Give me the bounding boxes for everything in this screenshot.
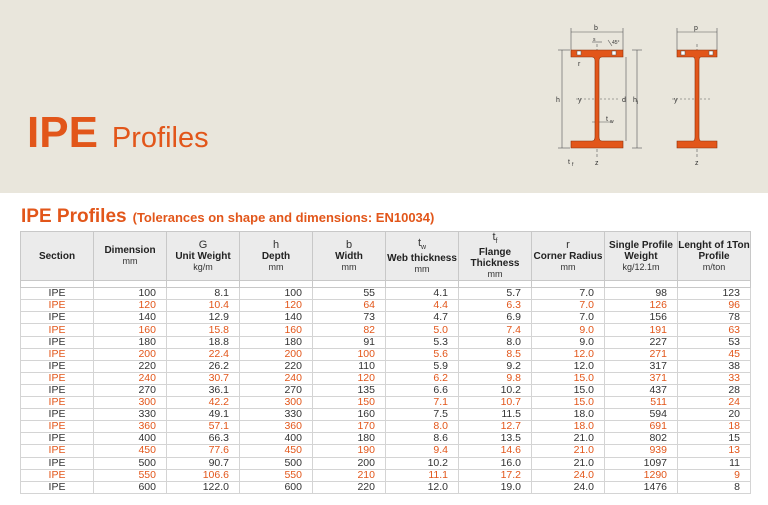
table-row (21, 481, 751, 493)
table-cell: 500 (94, 457, 167, 469)
table-cell: 150 (313, 397, 386, 409)
table-cell: 6.3 (459, 300, 532, 312)
table-cell: IPE (21, 397, 94, 409)
table-row (21, 312, 751, 324)
table-cell: 10.7 (459, 397, 532, 409)
table-cell: 49.1 (167, 409, 240, 421)
table-cell: 100 (94, 288, 167, 300)
table-cell: 12.0 (532, 348, 605, 360)
table-cell: 110 (313, 360, 386, 372)
svg-text:t: t (606, 116, 608, 123)
table-cell: 8.0 (386, 421, 459, 433)
table-cell: 6.2 (386, 372, 459, 384)
table-cell: IPE (21, 348, 94, 360)
table-cell: 450 (240, 445, 313, 457)
table-cell: 100 (313, 348, 386, 360)
table-cell: 939 (605, 445, 678, 457)
table-cell: 18.8 (167, 336, 240, 348)
table-cell: 160 (240, 324, 313, 336)
svg-text:f: f (572, 162, 574, 168)
table-cell: 600 (240, 481, 313, 493)
table-cell: 140 (240, 312, 313, 324)
table-row (21, 360, 751, 372)
table-row (21, 445, 751, 457)
table-cell: 135 (313, 384, 386, 396)
table-cell: 5.7 (459, 288, 532, 300)
table-cell: 120 (240, 300, 313, 312)
svg-text:t: t (568, 159, 570, 166)
table-cell: 7.0 (532, 288, 605, 300)
table-cell: 22.4 (167, 348, 240, 360)
table-cell: 170 (313, 421, 386, 433)
table-cell: 360 (94, 421, 167, 433)
ipe-profile-diagram (548, 22, 753, 177)
table-cell: 91 (313, 336, 386, 348)
table-cell: 1476 (605, 481, 678, 493)
table-cell: 15.8 (167, 324, 240, 336)
table-cell: 120 (313, 372, 386, 384)
table-cell: 371 (605, 372, 678, 384)
table-cell: 156 (605, 312, 678, 324)
table-cell: 13 (678, 445, 751, 457)
header-flange-thickness: $t_f$ Flange Thickness mm (459, 232, 532, 281)
table-cell: 330 (240, 409, 313, 421)
table-cell: 550 (240, 469, 313, 481)
table-cell: 9.2 (459, 360, 532, 372)
table-cell: 78 (678, 312, 751, 324)
table-cell: 18.0 (532, 409, 605, 421)
table-cell: 9.8 (459, 372, 532, 384)
table-cell: 12.9 (167, 312, 240, 324)
table-cell: 9.4 (386, 445, 459, 457)
banner-title-bold: IPE (27, 108, 98, 157)
table-cell: 330 (94, 409, 167, 421)
table-cell: 15 (678, 433, 751, 445)
table-cell: 120 (94, 300, 167, 312)
table-cell: 140 (94, 312, 167, 324)
table-cell: 220 (94, 360, 167, 372)
header-spacer-row (21, 281, 751, 288)
table-cell: 36.1 (167, 384, 240, 396)
table-cell: 77.6 (167, 445, 240, 457)
svg-text:45°: 45° (612, 40, 620, 46)
table-cell: 21.0 (532, 445, 605, 457)
table-row (21, 372, 751, 384)
header-banner (0, 0, 768, 193)
table-row (21, 469, 751, 481)
table-cell: 9.0 (532, 324, 605, 336)
table-cell: 24 (678, 397, 751, 409)
table-cell: 7.5 (386, 409, 459, 421)
table-cell: 7.4 (459, 324, 532, 336)
table-cell: 53 (678, 336, 751, 348)
table-cell: 191 (605, 324, 678, 336)
tolerance-note: (Tolerances on shape and dimensions: EN10034) (132, 210, 435, 225)
table-row (21, 324, 751, 336)
table-cell: IPE (21, 469, 94, 481)
table-cell: 12.7 (459, 421, 532, 433)
table-cell: 8.5 (459, 348, 532, 360)
banner-title-light: Profiles (111, 122, 209, 154)
table-cell: 123 (678, 288, 751, 300)
banner-title (27, 108, 209, 158)
table-cell: 63 (678, 324, 751, 336)
table-cell: 30.7 (167, 372, 240, 384)
table-cell: 220 (313, 481, 386, 493)
table-cell: IPE (21, 457, 94, 469)
table-cell: 271 (605, 348, 678, 360)
table-cell: 550 (94, 469, 167, 481)
table-cell: 13.5 (459, 433, 532, 445)
table-cell: IPE (21, 300, 94, 312)
table-cell: IPE (21, 360, 94, 372)
table-cell: 270 (94, 384, 167, 396)
table-row (21, 288, 751, 300)
table-row (21, 384, 751, 396)
section-heading (21, 206, 434, 228)
table-cell: 64 (313, 300, 386, 312)
table-cell: 12.0 (532, 360, 605, 372)
table-cell: 4.7 (386, 312, 459, 324)
table-cell: 10.4 (167, 300, 240, 312)
table-cell: 240 (240, 372, 313, 384)
table-cell: 360 (240, 421, 313, 433)
svg-text:i: i (637, 100, 639, 106)
table-cell: 9 (678, 469, 751, 481)
table-cell: IPE (21, 336, 94, 348)
table-row (21, 421, 751, 433)
table-cell: 9.0 (532, 336, 605, 348)
svg-text:y: y (578, 97, 582, 104)
table-cell: 38 (678, 360, 751, 372)
table-cell: IPE (21, 384, 94, 396)
table-cell: IPE (21, 288, 94, 300)
table-cell: IPE (21, 409, 94, 421)
table-row (21, 336, 751, 348)
svg-text:h: h (633, 97, 637, 104)
table-cell: 270 (240, 384, 313, 396)
table-cell: 450 (94, 445, 167, 457)
table-cell: 5.0 (386, 324, 459, 336)
table-cell: IPE (21, 324, 94, 336)
table-cell: 200 (240, 348, 313, 360)
table-row (21, 457, 751, 469)
table-cell: IPE (21, 372, 94, 384)
table-cell: 600 (94, 481, 167, 493)
table-cell: 8.1 (167, 288, 240, 300)
table-cell: 180 (94, 336, 167, 348)
table-row (21, 433, 751, 445)
table-cell: 200 (313, 457, 386, 469)
header-unit-weight: G Unit Weight kg/m (167, 232, 240, 281)
table-cell: 1290 (605, 469, 678, 481)
table-cell: 21.0 (532, 457, 605, 469)
table-cell: 6.9 (459, 312, 532, 324)
table-cell: 15.0 (532, 372, 605, 384)
table-cell: IPE (21, 421, 94, 433)
table-row (21, 409, 751, 421)
table-cell: 26.2 (167, 360, 240, 372)
table-cell: 8 (678, 481, 751, 493)
table-cell: IPE (21, 433, 94, 445)
header-web-thickness: $t_w$ Web thickness mm (386, 232, 459, 281)
table-cell: 691 (605, 421, 678, 433)
table-cell: 160 (313, 409, 386, 421)
header-corner-radius: r Corner Radius mm (532, 232, 605, 281)
table-cell: 11.5 (459, 409, 532, 421)
svg-text:p: p (694, 25, 698, 32)
svg-text:z: z (695, 160, 699, 167)
table-cell: 24.0 (532, 481, 605, 493)
table-cell: 5.9 (386, 360, 459, 372)
table-row (21, 348, 751, 360)
table-cell: 400 (94, 433, 167, 445)
table-cell: 122.0 (167, 481, 240, 493)
table-cell: 300 (94, 397, 167, 409)
table-cell: 21.0 (532, 433, 605, 445)
table-cell: 802 (605, 433, 678, 445)
svg-text:r: r (578, 61, 581, 68)
table-cell: 220 (240, 360, 313, 372)
table-cell: 180 (313, 433, 386, 445)
table-cell: 240 (94, 372, 167, 384)
table-cell: 57.1 (167, 421, 240, 433)
svg-text:h: h (556, 97, 560, 104)
header-width: b Width mm (313, 232, 386, 281)
table-cell: 437 (605, 384, 678, 396)
table-cell: 594 (605, 409, 678, 421)
svg-text:w: w (610, 119, 614, 125)
table-cell: 7.1 (386, 397, 459, 409)
table-cell: 7.0 (532, 300, 605, 312)
table-row (21, 300, 751, 312)
svg-text:b: b (594, 25, 598, 32)
table-cell: 90.7 (167, 457, 240, 469)
table-cell: 24.0 (532, 469, 605, 481)
table-cell: 500 (240, 457, 313, 469)
table-cell: 4.1 (386, 288, 459, 300)
header-single-profile-weight: Single Profile Weight kg/12.1m (605, 232, 678, 281)
table-cell: 18 (678, 421, 751, 433)
svg-text:z: z (595, 160, 599, 167)
table-cell: 400 (240, 433, 313, 445)
table-cell: 42.2 (167, 397, 240, 409)
table-cell: 14.6 (459, 445, 532, 457)
table-cell: 15.0 (532, 397, 605, 409)
table-cell: 10.2 (459, 384, 532, 396)
svg-text:y: y (674, 97, 678, 104)
section-title: IPE Profiles (21, 206, 127, 227)
table-cell: 300 (240, 397, 313, 409)
table-cell: 45 (678, 348, 751, 360)
table-cell: 73 (313, 312, 386, 324)
table-cell: 6.6 (386, 384, 459, 396)
table-cell: 15.0 (532, 384, 605, 396)
table-cell: 511 (605, 397, 678, 409)
table-cell: 98 (605, 288, 678, 300)
ipe-section-shape-2 (677, 50, 717, 148)
table-cell: 8.6 (386, 433, 459, 445)
ipe-profile-table (20, 231, 751, 494)
table-cell: 28 (678, 384, 751, 396)
table-cell: 227 (605, 336, 678, 348)
table-cell: 96 (678, 300, 751, 312)
table-cell: 8.0 (459, 336, 532, 348)
table-row (21, 397, 751, 409)
table-cell: 55 (313, 288, 386, 300)
table-cell: 10.2 (386, 457, 459, 469)
table-cell: 16.0 (459, 457, 532, 469)
table-cell: 33 (678, 372, 751, 384)
table-cell: 82 (313, 324, 386, 336)
table-cell: 100 (240, 288, 313, 300)
table-cell: 4.4 (386, 300, 459, 312)
table-cell: 180 (240, 336, 313, 348)
table-cell: 11 (678, 457, 751, 469)
table-cell: 5.3 (386, 336, 459, 348)
table-cell: 106.6 (167, 469, 240, 481)
table-cell: 18.0 (532, 421, 605, 433)
table-cell: 160 (94, 324, 167, 336)
table-header-row (21, 232, 751, 281)
svg-text:s: s (593, 37, 596, 43)
header-depth: h Depth mm (240, 232, 313, 281)
table-cell: 190 (313, 445, 386, 457)
table-cell: 66.3 (167, 433, 240, 445)
table-cell: 126 (605, 300, 678, 312)
header-section: Section (21, 232, 94, 281)
header-length-per-ton: Lenght of 1Ton Profile m/ton (678, 232, 751, 281)
table-cell: IPE (21, 445, 94, 457)
table-cell: 19.0 (459, 481, 532, 493)
table-cell: IPE (21, 312, 94, 324)
table-cell: 210 (313, 469, 386, 481)
table-cell: 20 (678, 409, 751, 421)
table-cell: 12.0 (386, 481, 459, 493)
table-cell: 317 (605, 360, 678, 372)
table-cell: 7.0 (532, 312, 605, 324)
table-cell: IPE (21, 481, 94, 493)
table-cell: 11.1 (386, 469, 459, 481)
table-cell: 17.2 (459, 469, 532, 481)
table-cell: 200 (94, 348, 167, 360)
table-cell: 5.6 (386, 348, 459, 360)
header-dimension: Dimension mm (94, 232, 167, 281)
svg-text:d: d (622, 97, 626, 104)
table-cell: 1097 (605, 457, 678, 469)
